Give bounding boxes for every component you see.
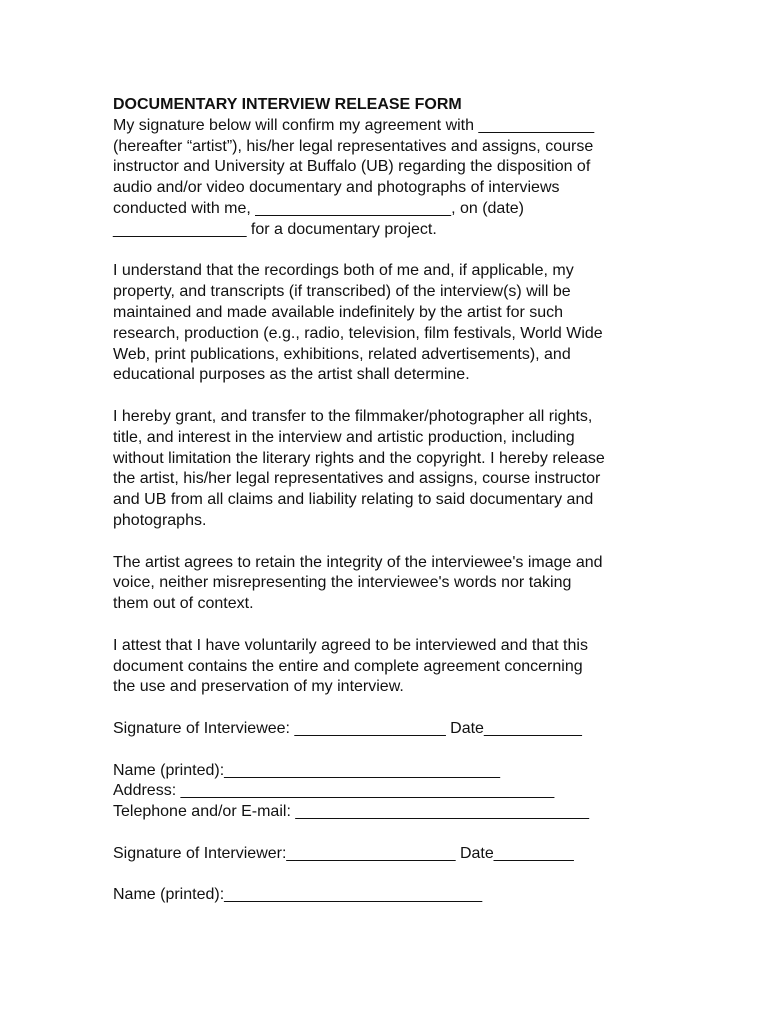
paragraph-line: property, and transcripts (if transcribed) of the interview(s) will be (113, 283, 571, 301)
interviewee-name-field[interactable]: Name (printed):_______________________________ (113, 761, 500, 779)
paragraph-line: without limitation the literary rights and the copyright. I hereby release (113, 449, 605, 467)
paragraph-line: the use and preservation of my interview. (113, 678, 404, 696)
interviewee-signature-block (113, 719, 673, 740)
paragraph-line: photographs. (113, 511, 207, 529)
paragraph-line: research, production (e.g., radio, television, film festivals, World Wide (113, 324, 603, 342)
paragraph-line: I hereby grant, and transfer to the filmmaker/photographer all rights, (113, 407, 593, 425)
interviewee-contact-field[interactable]: Telephone and/or E-mail: _________________________________ (113, 803, 589, 821)
attestation-paragraph (113, 636, 673, 698)
paragraph-line: voice, neither misrepresenting the interviewee's words nor taking (113, 574, 572, 592)
interviewer-signature-field[interactable]: Signature of Interviewer:___________________ Date_________ (113, 844, 574, 862)
interviewer-signature-block (113, 844, 673, 865)
interviewer-name-field[interactable]: Name (printed):_____________________________ (113, 886, 483, 904)
form-title: DOCUMENTARY INTERVIEW RELEASE FORM (113, 96, 462, 113)
rights-paragraph (113, 407, 673, 532)
paragraph-line: title, and interest in the interview and artistic production, including (113, 428, 575, 446)
intro-line: (hereafter “artist”), his/her legal representatives and assigns, course (113, 137, 594, 155)
paragraph-line: Web, print publications, exhibitions, related advertisements), and (113, 345, 571, 363)
form-intro (113, 95, 673, 241)
paragraph-line: and UB from all claims and liability relating to said documentary and (113, 491, 594, 509)
paragraph-line: them out of context. (113, 595, 254, 613)
paragraph-line: The artist agrees to retain the integrity of the interviewee's image and (113, 553, 603, 571)
release-form (113, 95, 673, 927)
paragraph-line: the artist, his/her legal representatives and assigns, course instructor (113, 470, 601, 488)
interviewer-details-block (113, 885, 673, 906)
interviewee-details-block (113, 761, 673, 823)
interviewee-address-field[interactable]: Address: __________________________________________ (113, 782, 555, 800)
intro-line: conducted with me, ______________________, on (date) (113, 199, 524, 217)
paragraph-line: I understand that the recordings both of me and, if applicable, my (113, 262, 574, 280)
paragraph-line: maintained and made available indefinitely by the artist for such (113, 303, 564, 321)
paragraph-line: document contains the entire and complete agreement concerning (113, 657, 583, 675)
interviewee-signature-field[interactable]: Signature of Interviewee: _________________ Date___________ (113, 719, 582, 737)
paragraph-line: educational purposes as the artist shall determine. (113, 366, 470, 384)
intro-line: instructor and University at Buffalo (UB) regarding the disposition of (113, 158, 591, 176)
integrity-paragraph (113, 553, 673, 615)
recordings-paragraph (113, 261, 673, 386)
intro-line: audio and/or video documentary and photographs of interviews (113, 179, 560, 197)
intro-line: _______________ for a documentary project. (113, 220, 437, 238)
paragraph-line: I attest that I have voluntarily agreed to be interviewed and that this (113, 636, 588, 654)
intro-line: My signature below will confirm my agreement with _____________ (113, 116, 595, 134)
